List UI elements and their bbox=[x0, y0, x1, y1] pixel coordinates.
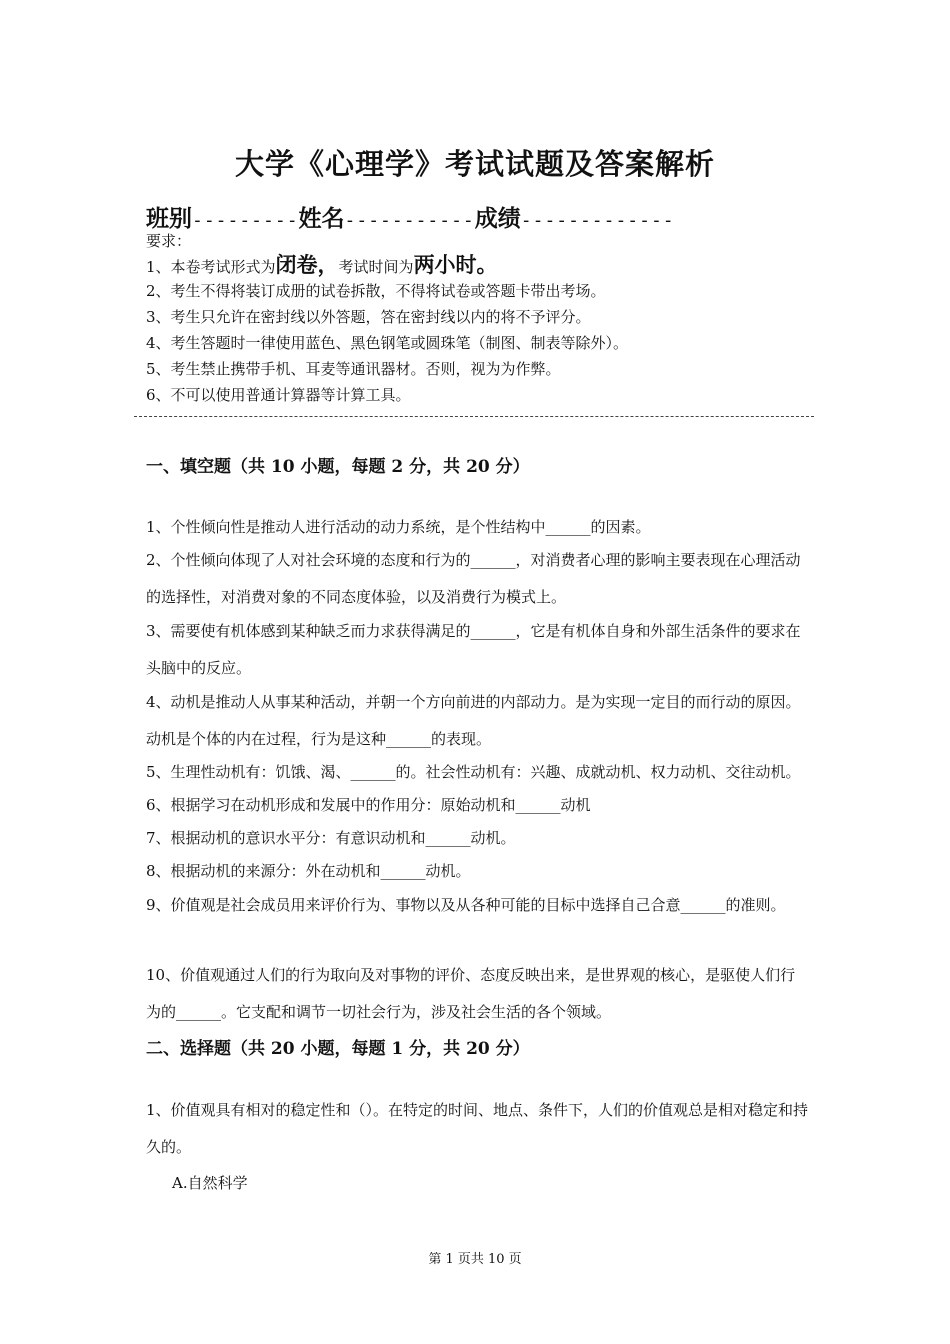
fill-question-6: 6、根据学习在动机形成和发展中的作用分：原始动机和______动机 bbox=[146, 796, 591, 814]
rule-1-text-c: 考试时间为 bbox=[338, 258, 414, 276]
fill-question-4: 4、动机是推动人从事某种活动，并朝一个方向前进的内部动力。是为实现一定目的而行动的原因。动机是个体的内在过程，行为是这种______的表现。 bbox=[146, 693, 801, 748]
fill-question-10: 10、价值观通过人们的行为取向及对事物的评价、态度反映出来，是世界观的核心，是驱使人们行为的______。它支配和调节一切社会行为，涉及社会生活的各个领域。 bbox=[146, 966, 796, 1021]
rule-5: 5、考生禁止携带手机、耳麦等通讯器材。否则，视为为作弊。 bbox=[146, 360, 561, 378]
rule-1 bbox=[146, 252, 628, 278]
page-title: 大学《心理学》考试试题及答案解析 bbox=[234, 147, 715, 181]
fill-question-9: 9、价值观是社会成员用来评价行为、事物以及从各种可能的目标中选择自己合意______的准则。 bbox=[146, 896, 786, 914]
fill-question-2: 2、个性倾向体现了人对社会环境的态度和行为的______，对消费者心理的影响主要表现在心理活动的选择性，对消费对象的不同态度体验，以及消费行为模式上。 bbox=[146, 551, 801, 606]
fill-question-3: 3、需要使有机体感到某种缺乏而力求获得满足的______，它是有机体自身和外部生活条件的要求在头脑中的反应。 bbox=[146, 622, 801, 677]
rules-list bbox=[146, 252, 628, 408]
rule-6: 6、不可以使用普通计算器等计算工具。 bbox=[146, 386, 411, 404]
choice-question-1-option-a: A.自然科学 bbox=[172, 1174, 248, 1192]
section-1-title: 一、填空题（共 10 小题，每题 2 分，共 20 分） bbox=[146, 457, 530, 477]
fill-question-1: 1、个性倾向性是推动人进行活动的动力系统，是个性结构中______的因素。 bbox=[146, 518, 651, 536]
rule-1-two-hours: 两小时。 bbox=[413, 252, 498, 277]
rule-3: 3、考生只允许在密封线以外答题，答在密封线以内的将不予评分。 bbox=[146, 308, 591, 326]
seal-divider bbox=[134, 416, 814, 417]
name-label: 姓名 bbox=[298, 205, 345, 232]
section-2-title: 二、选择题（共 20 小题，每题 1 分，共 20 分） bbox=[146, 1039, 530, 1059]
rule-1-closed-book: 闭卷， bbox=[275, 252, 339, 277]
choice-question-1: 1、价值观具有相对的稳定性和（）。在特定的时间、地点、条件下，人们的价值观总是相对稳定和持久的。 bbox=[146, 1101, 809, 1156]
page-number: 第 1 页共 10 页 bbox=[428, 1252, 522, 1267]
rule-4: 4、考生答题时一律使用蓝色、黑色钢笔或圆珠笔（制图、制表等除外）。 bbox=[146, 334, 629, 352]
rule-2: 2、考生不得将装订成册的试卷拆散，不得将试卷或答题卡带出考场。 bbox=[146, 282, 606, 300]
requirements-heading: 要求： bbox=[146, 232, 192, 250]
score-label: 成绩 bbox=[474, 205, 521, 232]
class-label: 班别 bbox=[146, 205, 192, 232]
student-info-row bbox=[146, 200, 675, 233]
class-blank: --------- bbox=[192, 210, 299, 231]
name-blank: ----------- bbox=[344, 210, 475, 231]
fill-question-7: 7、根据动机的意识水平分：有意识动机和______动机。 bbox=[146, 829, 516, 847]
fill-question-8: 8、根据动机的来源分：外在动机和______动机。 bbox=[146, 862, 471, 880]
score-blank: ------------- bbox=[520, 210, 675, 231]
rule-1-text-a: 1、本卷考试形式为 bbox=[146, 258, 276, 276]
fill-question-5: 5、生理性动机有：饥饿、渴、______的。社会性动机有：兴趣、成就动机、权力动机、交往动机。 bbox=[146, 763, 801, 781]
